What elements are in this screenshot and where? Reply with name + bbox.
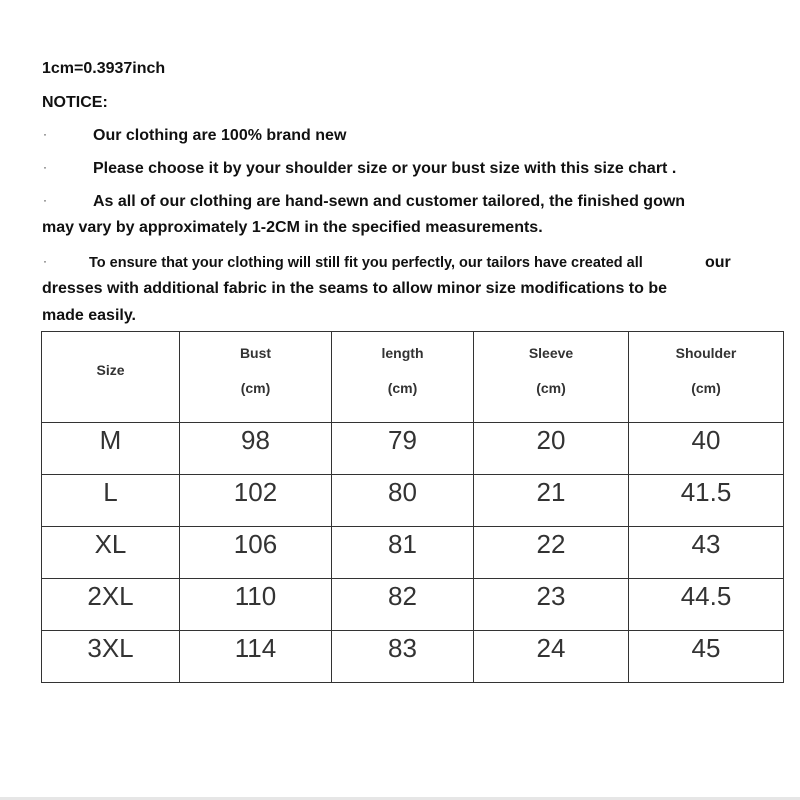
header-sleeve — [474, 332, 629, 423]
cell-shoulder: 41.5 — [629, 475, 784, 527]
cell-sleeve: 20 — [474, 423, 629, 475]
cell-size: 3XL — [42, 631, 180, 683]
note-fit-perfectly-end: made easily. — [42, 307, 136, 324]
header-size — [42, 332, 180, 423]
cell-size: 2XL — [42, 579, 180, 631]
note-brand-new: Our clothing are 100% brand new — [93, 127, 347, 144]
cell-length: 80 — [332, 475, 474, 527]
header-label: Sleeve — [528, 345, 574, 361]
table-row — [42, 475, 784, 527]
note-choose-size: Please choose it by your shoulder size or your bust size with this size chart . — [93, 160, 677, 177]
cell-size: L — [42, 475, 180, 527]
bullet-1: · — [43, 127, 47, 141]
cell-length: 79 — [332, 423, 474, 475]
note-hand-sewn: As all of our clothing are hand-sewn and customer tailored, the finished gown — [93, 193, 686, 210]
cell-bust: 106 — [180, 527, 332, 579]
header-bust — [180, 332, 332, 423]
cell-shoulder: 45 — [629, 631, 784, 683]
table-row — [42, 423, 784, 475]
header-unit: (cm) — [691, 380, 721, 396]
bullet-2: · — [43, 160, 47, 174]
size-chart-table — [41, 331, 784, 683]
cell-length: 83 — [332, 631, 474, 683]
table-row — [42, 631, 784, 683]
cell-shoulder: 43 — [629, 527, 784, 579]
unit-conversion: 1cm=0.3937inch — [42, 60, 166, 77]
cell-size: M — [42, 423, 180, 475]
note-fit-perfectly: To ensure that your clothing will still fit you perfectly, our tailors have created all — [89, 255, 643, 271]
note-fit-perfectly-cont: dresses with additional fabric in the seams to allow minor size modifications to be — [42, 280, 668, 297]
cell-size: XL — [42, 527, 180, 579]
cell-length: 82 — [332, 579, 474, 631]
bullet-4: · — [43, 254, 47, 268]
cell-sleeve: 23 — [474, 579, 629, 631]
header-label: Size — [96, 362, 125, 378]
cell-length: 81 — [332, 527, 474, 579]
cell-shoulder: 40 — [629, 423, 784, 475]
cell-sleeve: 22 — [474, 527, 629, 579]
header-unit: (cm) — [536, 380, 566, 396]
table-row — [42, 527, 784, 579]
header-length — [332, 332, 474, 423]
bullet-3: · — [43, 193, 47, 207]
cell-bust: 110 — [180, 579, 332, 631]
note-fit-perfectly-our: our — [705, 254, 731, 271]
header-unit: (cm) — [240, 380, 271, 396]
table-header-row — [42, 332, 784, 423]
note-hand-sewn-cont: may vary by approximately 1-2CM in the specified measurements. — [42, 219, 543, 236]
header-label: Bust — [239, 345, 272, 361]
cell-bust: 114 — [180, 631, 332, 683]
header-label: length — [381, 345, 424, 361]
cell-shoulder: 44.5 — [629, 579, 784, 631]
cell-bust: 98 — [180, 423, 332, 475]
cell-sleeve: 21 — [474, 475, 629, 527]
table-row — [42, 579, 784, 631]
header-unit: (cm) — [387, 380, 418, 396]
cell-bust: 102 — [180, 475, 332, 527]
cell-sleeve: 24 — [474, 631, 629, 683]
header-label: Shoulder — [675, 345, 737, 361]
header-shoulder — [629, 332, 784, 423]
notice-title: NOTICE: — [42, 94, 108, 111]
